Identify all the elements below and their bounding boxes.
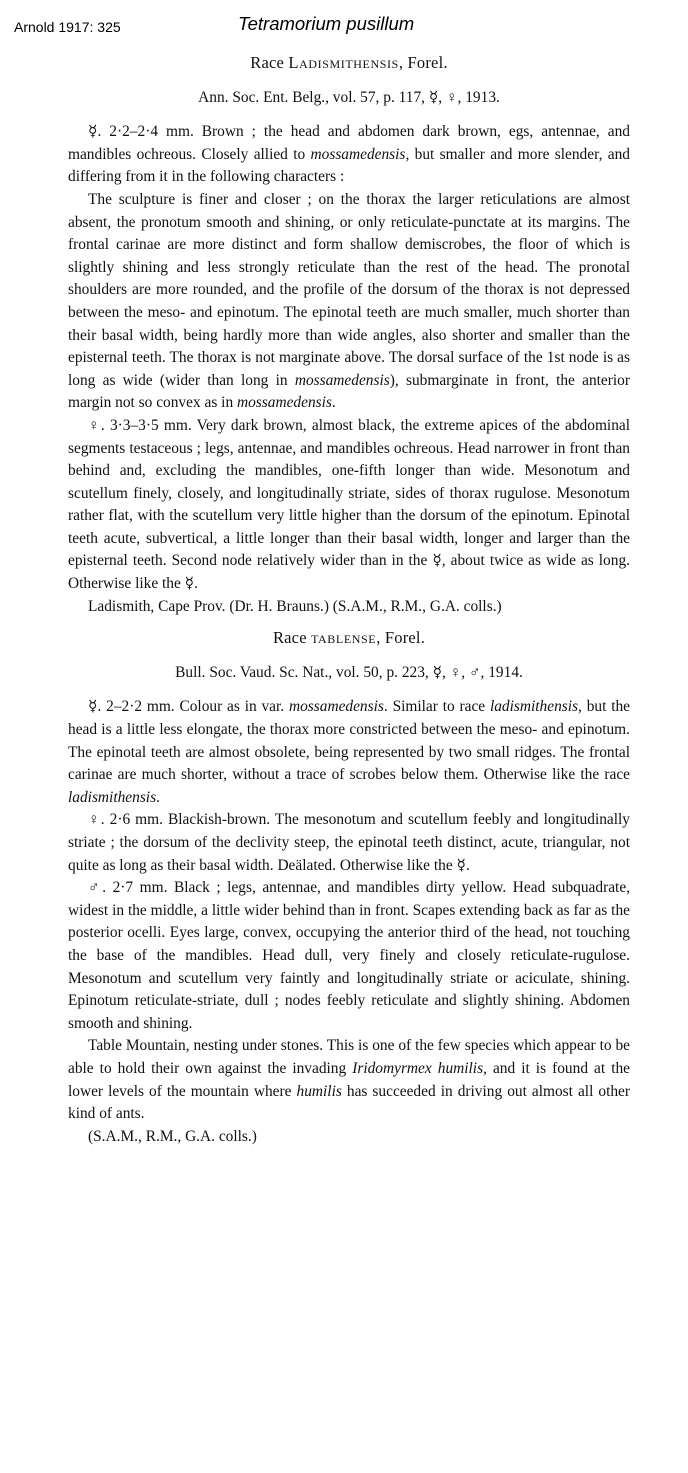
taxon-name: ladismithensis: [489, 698, 579, 716]
species-title: Tetramorium pusillum: [238, 13, 415, 34]
sculpture-part: ), submarginate in front, the anterior margin not so convex as in: [68, 371, 630, 412]
habitat-part: Table Mountain, nesting under stones. This is one of the few species which appear to be able to hold their own against the invading: [68, 1037, 630, 1077]
worker-part: ☿. 2–2·2 mm. Colour as in var.: [88, 698, 289, 716]
race-name: Ladismithensis: [288, 53, 399, 72]
text-body: [68, 52, 630, 1148]
worker-part: . Similar to race: [383, 698, 490, 716]
sculpture-part: The sculpture is finer and closer ; on the thorax the larger reticulations are almost absent, the pronotum smooth and shining, or only reticulate-punctate at its margins. The frontal carinae are more distinct and form shallow demiscrobes, the floor of which is slightly shining and less strongly reticulate than the rest of the head. The pronotal shoulders are more rounded, and the profile of the dorsum of the thorax is not depressed between the meso- and epinotum. The epinotal teeth are much smaller, much shorter than their basal width, being hardly more than wide angles, also shorter and smaller than the episternal teeth. The thorax is not marginate above. The dorsal surface of the 1st node is as long as wide (wider than long in: [68, 190, 630, 389]
habitat-part: has succeeded in driving out almost all other kind of ants.: [68, 1082, 631, 1123]
taxon-name: mossamedensis: [310, 145, 406, 163]
taxon-name: humilis: [296, 1082, 342, 1100]
race-name: tablense: [311, 628, 377, 648]
race-ladismithensis-heading: [68, 52, 630, 75]
worker-description: [68, 121, 630, 189]
taxon-name: mossamedensis: [288, 698, 384, 716]
taxon-name: mossamedensis: [294, 371, 390, 389]
male-description: ♂. 2·7 mm. Black ; legs, antennae, and mandibles dirty yellow. Head subquadrate, widest in the middle, a little wider behind than in front. Scapes extending back as far as the posterior ocelli. Eyes large, convex, occupying the anterior third of the head, not touching the base of the mandibles. Head dull, very finely and closely reticulate-rugulose. Mesonotum and scutellum very faintly and longitudinally striate or aciculate, shining. Epinotum reticulate-striate, dull ; nodes feebly reticulate and slightly shining. Abdomen smooth and shining.: [68, 879, 630, 1032]
worker-description: [68, 696, 630, 809]
locality-record: Ladismith, Cape Prov. (Dr. H. Brauns.) (S.A.M., R.M., G.A. colls.): [88, 597, 502, 615]
race-tablense-heading: [68, 627, 630, 650]
race-prefix: Race: [272, 628, 312, 648]
worker-part: , but the head is a little less elongate, the thorax more constricted between the meso- and epinotum. The epinotal teeth are almost obsolete, being represented by two small ridges. The frontal carinae are much shorter, without a trace of scrobes below them. Otherwise like the race: [68, 698, 630, 784]
race-author: , Forel.: [398, 53, 448, 72]
taxon-name: Iridomyrmex humilis: [352, 1059, 484, 1077]
race-tablense-reference: Bull. Soc. Vaud. Sc. Nat., vol. 50, p. 223, ☿, ♀, ♂, 1914.: [175, 663, 523, 681]
collections-record: (S.A.M., R.M., G.A. colls.): [88, 1127, 257, 1145]
taxon-name: ladismithensis: [68, 788, 157, 806]
habitat-description: [68, 1035, 630, 1125]
worker-part: .: [156, 788, 160, 806]
taxon-name: mossamedensis: [237, 394, 332, 412]
sculpture-description: [68, 189, 630, 415]
page-header: [0, 13, 688, 43]
race-author: , Forel.: [376, 628, 426, 648]
worker-lead: ☿. 2·2–2·4 mm. Brown ; the head and abdomen dark brown, egs, antennae, and mandibles ochreous. Closely allied to: [68, 123, 630, 163]
habitat-part: , and it is found at the lower levels of the mountain where: [68, 1059, 630, 1100]
citation-label: Arnold 1917: 325: [14, 19, 121, 35]
female-description: ♀. 2·6 mm. Blackish-brown. The mesonotum and scutellum feebly and longitudinally striate ; the dorsum of the declivity steep, the epinotal teeth distinct, acute, triangular, not quite as long as their basal width. Deälated. Otherwise like the ☿.: [68, 811, 630, 874]
worker-rest: , but smaller and more slender, and differing from it in the following characters :: [68, 145, 630, 186]
sculpture-part: .: [331, 394, 336, 412]
female-description: ♀. 3·3–3·5 mm. Very dark brown, almost black, the extreme apices of the abdominal segments testaceous ; legs, antennae, and mandibles ochreous. Head narrower in front than behind and, excluding the mandibles, one-fifth longer than wide. Mesonotum and scutellum finely, closely, and longitudinally striate, sides of thorax rugulose. Mesonotum rather flat, with the scutellum very little higher than the dorsum of the epinotum. Epinotal teeth acute, subvertical, a little longer than their basal width, longer and larger than the episternal teeth. Second node relatively wider than in the ☿, about twice as wide as long. Otherwise like the ☿.: [68, 416, 630, 593]
race-prefix: Race: [250, 53, 289, 72]
race-ladismithensis-reference: Ann. Soc. Ent. Belg., vol. 57, p. 117, ☿, ♀, 1913.: [198, 88, 500, 106]
